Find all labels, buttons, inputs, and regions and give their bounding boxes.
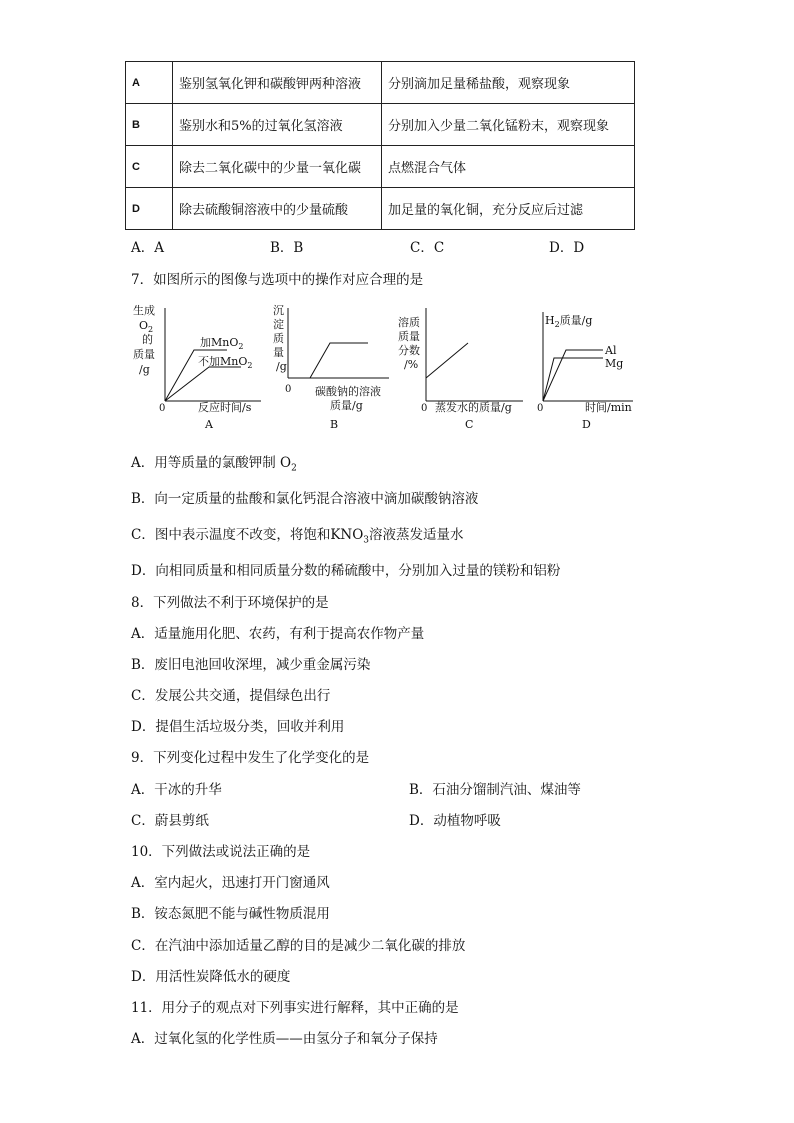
row-method: 分别滴加足量稀盐酸，观察现象 — [382, 62, 635, 104]
row-key: B — [126, 104, 173, 146]
row-purpose: 鉴别氢氧化钾和碳酸钾两种溶液 — [173, 62, 382, 104]
q7-option-a[interactable]: A．用等质量的氯酸钾制 $O_2$ — [131, 455, 297, 474]
graph-d-xlabel: 时间/min — [585, 401, 632, 414]
q6-choice-a[interactable]: A．A — [131, 240, 164, 256]
graph-a-xlabel: 反应时间/s — [198, 401, 252, 414]
row-purpose: 鉴别水和5%的过氧化氢溶液 — [173, 104, 382, 146]
q11-stem: 11．用分子的观点对下列事实进行解释，其中正确的是 — [131, 1000, 459, 1016]
q9-stem: 9．下列变化过程中发生了化学变化的是 — [131, 750, 370, 766]
row-method: 点燃混合气体 — [382, 146, 635, 188]
graph-a-y2: $O_2$ — [139, 319, 154, 334]
graph-a-y5: /g — [139, 363, 150, 376]
graph-b-y1: 沉 — [273, 304, 284, 317]
q8-option-b[interactable]: B．废旧电池回收深埋，减少重金属污染 — [131, 657, 371, 673]
graph-a-tag: A — [205, 418, 213, 431]
graph-b-y5: /g — [276, 360, 287, 373]
q7-option-d[interactable]: D．向相同质量和相同质量分数的稀硫酸中，分别加入过量的镁粉和铝粉 — [131, 563, 561, 579]
row-method: 加足量的氧化铜，充分反应后过滤 — [382, 188, 635, 230]
graph-c-tag: C — [465, 418, 474, 431]
table-row — [126, 62, 635, 104]
graph-b-x1: 碳酸钠的溶液 — [315, 385, 381, 398]
graph-b-tag: B — [330, 418, 339, 431]
graph-a-y3: 的 — [142, 333, 153, 346]
graph-b-x2: 质量/g — [330, 399, 363, 412]
options-table — [125, 61, 635, 230]
row-key: D — [126, 188, 173, 230]
graph-b-origin: 0 — [285, 384, 292, 395]
graph-c-y1: 溶质 — [398, 316, 420, 329]
graph-a-origin: 0 — [159, 403, 166, 414]
graph-d-al: Al — [605, 344, 617, 357]
q9-option-c[interactable]: C．蔚县剪纸 — [131, 813, 209, 829]
q9-option-d[interactable]: D．动植物呼吸 — [409, 813, 501, 829]
graph-b — [273, 304, 389, 431]
graph-d-origin: 0 — [537, 403, 544, 414]
graph-a-curve2: 不加MnO$_2$ — [198, 355, 253, 370]
graph-c-y2: 质量 — [398, 330, 420, 343]
graph-c-y4: /% — [404, 358, 419, 371]
graph-c-xlabel: 蒸发水的质量/g — [435, 401, 512, 414]
graph-b-y3: 质 — [273, 332, 284, 345]
graph-d-tag: D — [582, 418, 591, 431]
q7-stem: 7．如图所示的图像与选项中的操作对应合理的是 — [131, 272, 424, 288]
graph-c — [398, 308, 523, 431]
graph-a — [133, 303, 261, 431]
table-row — [126, 104, 635, 146]
q11-option-a[interactable]: A．过氧化氢的化学性质——由氢分子和氧分子保持 — [131, 1031, 438, 1047]
q10-option-a[interactable]: A．室内起火，迅速打开门窗通风 — [131, 875, 330, 891]
q9-option-a[interactable]: A．干冰的升华 — [131, 782, 222, 798]
graph-a-y4: 质量 — [133, 348, 155, 361]
q10-option-d[interactable]: D．用活性炭降低水的硬度 — [131, 969, 291, 985]
q8-option-a[interactable]: A．适量施用化肥、农药，有利于提高农作物产量 — [131, 626, 425, 642]
q10-option-b[interactable]: B．铵态氮肥不能与碱性物质混用 — [131, 906, 330, 922]
q6-choice-b[interactable]: B．B — [270, 240, 304, 256]
row-purpose: 除去二氧化碳中的少量一氧化碳 — [173, 146, 382, 188]
graph-d-mg: Mg — [605, 357, 624, 370]
q8-option-d[interactable]: D．提倡生活垃圾分类，回收并利用 — [131, 719, 345, 735]
q7-option-b[interactable]: B．向一定质量的盐酸和氯化钙混合溶液中滴加碳酸钠溶液 — [131, 491, 479, 507]
row-purpose: 除去硫酸铜溶液中的少量硫酸 — [173, 188, 382, 230]
q8-option-c[interactable]: C．发展公共交通，提倡绿色出行 — [131, 688, 331, 704]
row-key: C — [126, 146, 173, 188]
graph-a-y1: 生成 — [133, 304, 155, 317]
q7-graphs — [125, 298, 655, 436]
table-row — [126, 188, 635, 230]
table-row — [126, 146, 635, 188]
q10-option-c[interactable]: C．在汽油中添加适量乙醇的目的是减少二氧化碳的排放 — [131, 938, 466, 954]
graph-a-curve1: 加MnO$_2$ — [200, 336, 244, 351]
q6-choice-d[interactable]: D．D — [549, 240, 585, 256]
graph-d — [537, 312, 633, 431]
graph-b-y2: 淀 — [273, 318, 284, 331]
q6-choice-c[interactable]: C．C — [410, 240, 445, 256]
row-method: 分别加入少量二氧化锰粉末，观察现象 — [382, 104, 635, 146]
graph-b-y4: 量 — [273, 346, 284, 359]
graph-c-y3: 分数 — [398, 344, 420, 357]
graph-d-ylabel: $H_2$质量/g — [545, 314, 593, 329]
graph-c-origin: 0 — [421, 403, 428, 414]
q9-option-b[interactable]: B．石油分馏制汽油、煤油等 — [409, 782, 581, 798]
row-key: A — [126, 62, 173, 104]
q7-option-c[interactable]: C．图中表示温度不改变，将饱和$KNO_3$溶液蒸发适量水 — [131, 527, 464, 546]
q10-stem: 10．下列做法或说法正确的是 — [131, 844, 311, 860]
q8-stem: 8．下列做法不利于环境保护的是 — [131, 595, 329, 611]
